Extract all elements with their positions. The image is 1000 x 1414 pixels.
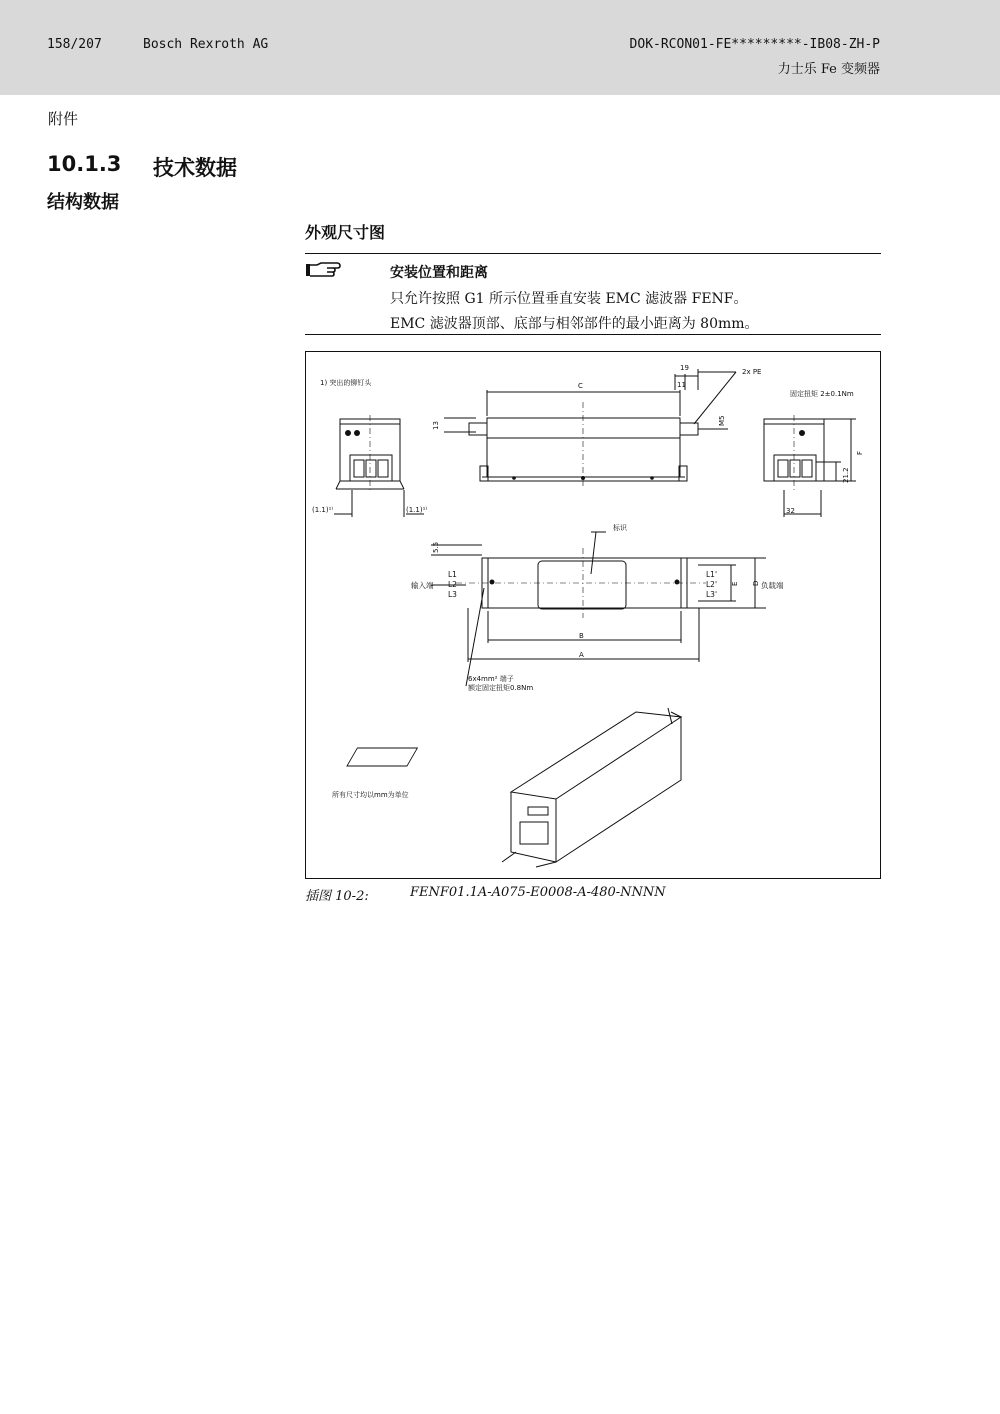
section-number: 10.1.3 bbox=[47, 152, 122, 176]
section-title: 技术数据 bbox=[153, 156, 237, 180]
product-name: 力士乐 Fe 变频器 bbox=[777, 62, 880, 77]
note-line-2: EMC 滤波器顶部、底部与相邻部件的最小距离为 80mm。 bbox=[390, 316, 759, 332]
dimension-drawing bbox=[306, 352, 880, 878]
dim-32: 32 bbox=[786, 507, 795, 515]
company-name: Bosch Rexroth AG bbox=[143, 37, 269, 52]
dim-21-2: 21.2 bbox=[842, 467, 850, 483]
terminal-l1-prime: L1' bbox=[706, 570, 718, 579]
pe-label: 2x PE bbox=[742, 368, 762, 376]
dim-a: A bbox=[579, 651, 584, 659]
dimension-drawing-frame bbox=[305, 351, 881, 879]
figure-caption-label: 插图 10-2: bbox=[305, 889, 369, 904]
dim-d: D bbox=[752, 580, 760, 586]
marking-label: 标识 bbox=[613, 524, 627, 532]
dim-f: F bbox=[856, 450, 864, 455]
figure-caption-text: FENF01.1A-A075-E0008-A-480-NNNN bbox=[410, 885, 666, 900]
dim-c: C bbox=[578, 382, 583, 390]
note-title: 安装位置和距离 bbox=[390, 265, 488, 281]
terminal-l2: L2 bbox=[448, 580, 457, 589]
figure-title: 外观尺寸图 bbox=[305, 223, 386, 242]
page-number: 158/207 bbox=[47, 37, 102, 52]
terminal-l1: L1 bbox=[448, 570, 457, 579]
terminal-l3: L3 bbox=[448, 590, 457, 599]
pointing-hand-icon bbox=[305, 262, 341, 278]
note-top-rule bbox=[305, 253, 881, 254]
dim-11: 11 bbox=[677, 381, 686, 389]
dim-1-1-left: (1.1)¹⁾ bbox=[312, 506, 334, 514]
dim-5-5: 5.5 bbox=[432, 541, 440, 553]
note-bottom-rule bbox=[305, 334, 881, 335]
units-note: 所有尺寸均以mm为单位 bbox=[332, 791, 409, 799]
dim-13: 13 bbox=[432, 421, 440, 430]
section-label: 附件 bbox=[48, 110, 79, 128]
output-label: 负载端 bbox=[761, 581, 784, 590]
drawing-footnote: 1) 突出的铆钉头 bbox=[320, 379, 372, 387]
input-label: 输入端 bbox=[411, 581, 434, 590]
terminal-l3-prime: L3' bbox=[706, 590, 718, 599]
subsection-title: 结构数据 bbox=[47, 192, 119, 213]
dim-19: 19 bbox=[680, 364, 689, 372]
dim-1-1-right: (1.1)¹⁾ bbox=[406, 506, 428, 514]
terminal-note-1: 6x4mm² 端子 bbox=[468, 675, 514, 683]
note-line-1: 只允许按照 G1 所示位置垂直安装 EMC 滤波器 FENF。 bbox=[390, 291, 748, 307]
dim-e: E bbox=[731, 581, 739, 586]
terminal-note-2: 额定固定扭矩0.8Nm bbox=[468, 684, 534, 692]
torque-label: 固定扭矩 2±0.1Nm bbox=[790, 390, 854, 398]
document-id: DOK-RCON01-FE*********-IB08-ZH-P bbox=[629, 37, 880, 52]
terminal-l2-prime: L2' bbox=[706, 580, 718, 589]
dim-b: B bbox=[579, 632, 584, 640]
dim-m5: M5 bbox=[718, 415, 726, 426]
